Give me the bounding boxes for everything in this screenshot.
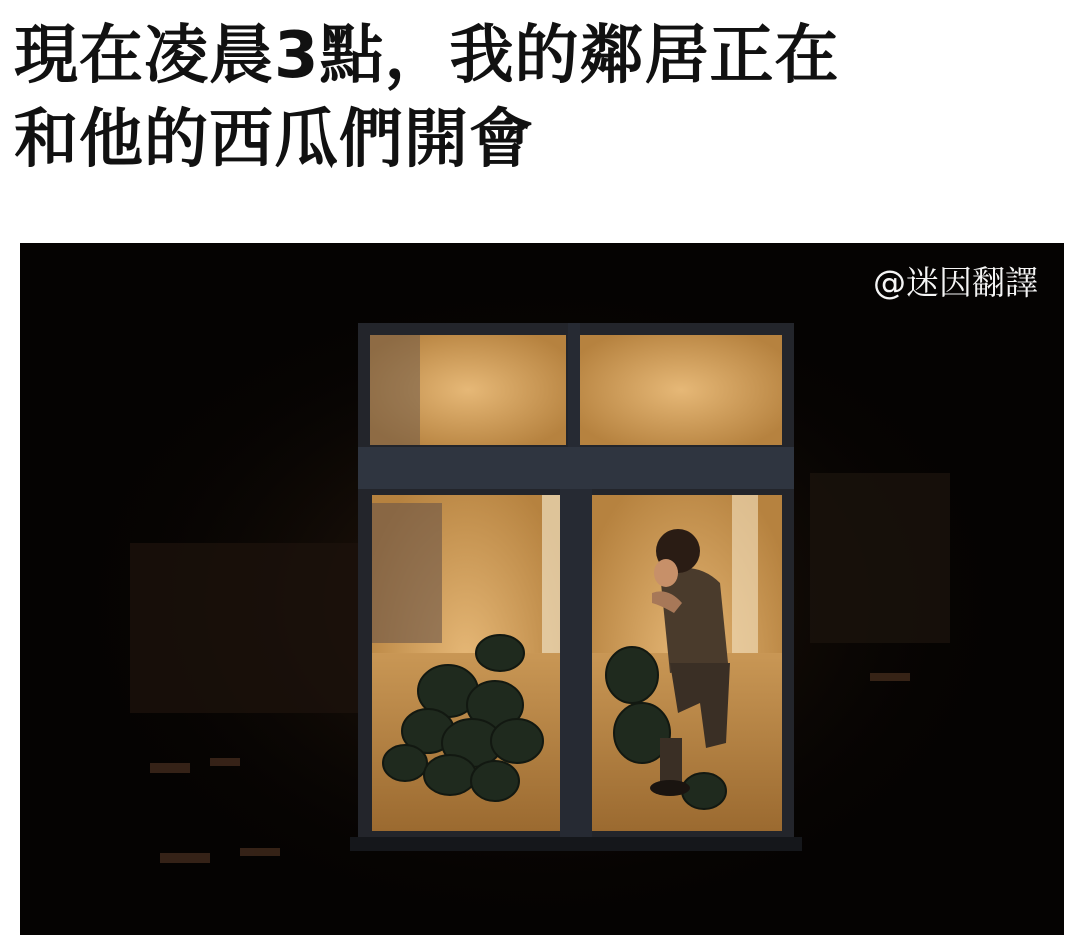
window-scene <box>20 243 1064 935</box>
transom-bar <box>358 447 794 489</box>
curtain-shadow <box>370 335 420 445</box>
doorway <box>372 503 442 643</box>
upper-mullion <box>568 323 580 447</box>
caption-line-1: 現在凌晨3點，我的鄰居正在 <box>14 19 840 93</box>
night-window-photo <box>20 243 1064 935</box>
caption-line-2: 和他的西瓜們開會 <box>14 103 534 177</box>
meme-caption <box>14 14 1074 182</box>
wall-shadow-right <box>810 473 950 643</box>
center-mullion <box>560 489 592 837</box>
watermark-text: @迷因翻譯 <box>873 263 1038 302</box>
wall-shadow-left <box>130 543 380 713</box>
upper-right-pane <box>580 335 782 445</box>
window-sill <box>350 837 802 851</box>
